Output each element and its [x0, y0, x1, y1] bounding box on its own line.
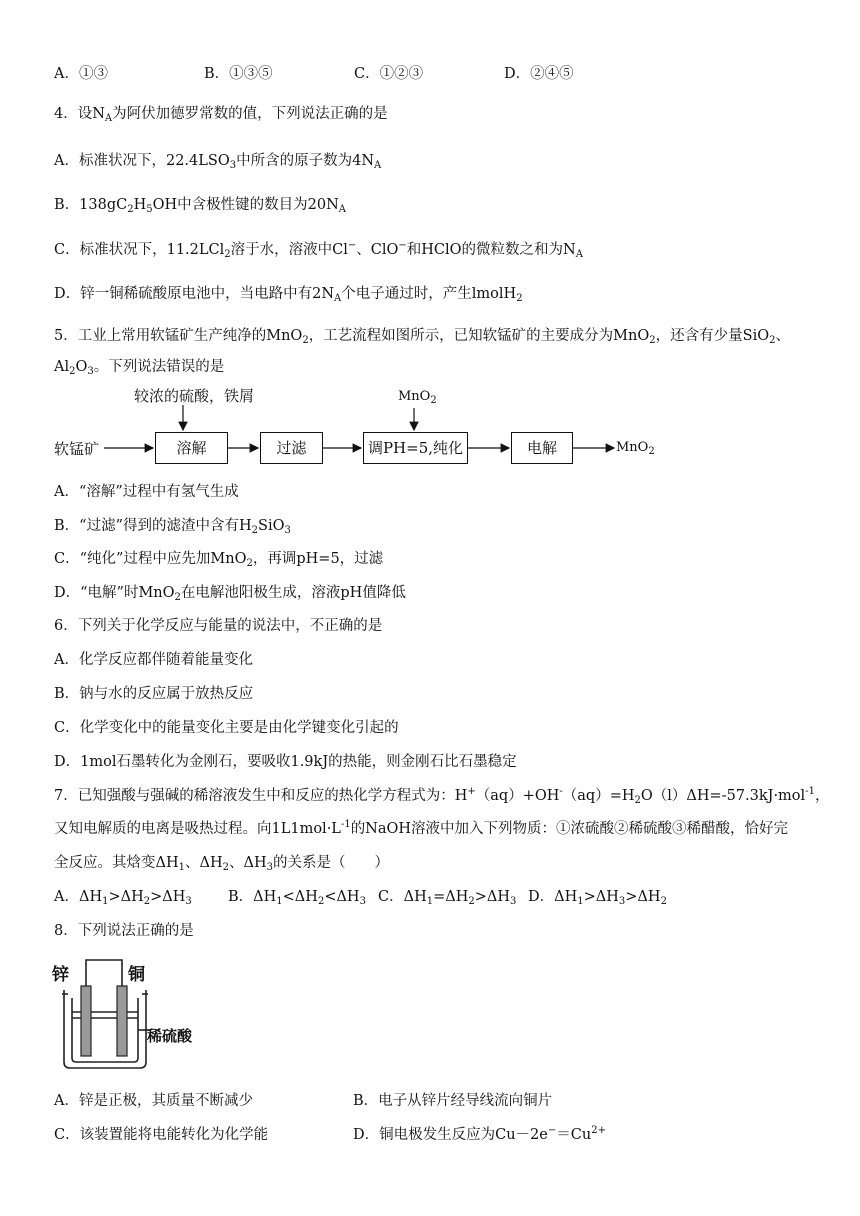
q5-option-c: C．“纯化”过程中应先加MnO$_2$，再调pH=5，过滤: [54, 551, 384, 569]
q3-option-b: B．①③⑤: [204, 66, 273, 82]
flow-box-electrolysis: 电解: [511, 432, 573, 464]
beaker: [64, 990, 146, 1068]
q6-option-a: A．化学反应都伴随着能量变化: [54, 652, 253, 668]
q8-option-d: D．铜电极发生反应为$Cu-2e^-=Cu^{2+}$: [353, 1125, 606, 1143]
q7-option-b: B．$\Delta H_1<\Delta H_2<\Delta H_3$: [228, 889, 366, 907]
q6-option-b: B．钠与水的反应属于放热反应: [54, 686, 254, 702]
label-copper: 铜: [128, 965, 145, 985]
q7-option-c: C．$\Delta H_1=\Delta H_2>\Delta H_3$: [378, 889, 517, 907]
flow-reagent-acid-iron: 较浓的硫酸，铁屑: [134, 387, 255, 405]
label-zinc: 锌: [52, 965, 69, 985]
q4-option-b: B．$138gC_2H_5OH$中含极性键的数目为$20N_A$: [54, 197, 347, 215]
q7-stem-line2: 又知电解质的电离是吸热过程。向$1L1mol\cdot L^{-1}$的NaOH溶液中加入下列物质：①浓硫酸②稀硫酸③稀醋酸，恰好完: [54, 819, 789, 837]
q6-stem: 6．下列关于化学反应与能量的说法中，不正确的是: [54, 618, 383, 634]
q7-stem-line1: 7．已知强酸与强碱的稀溶液发生中和反应的热化学方程式为：$H^+(aq)+OH^-(aq)=H_2O(l)\Delta H=-57.3kJ\cdot mol^{-1}$，: [54, 786, 830, 806]
q8-option-b: B．电子从锌片经导线流向铜片: [353, 1093, 553, 1109]
q5-option-a: A．“溶解”过程中有氢气生成: [54, 484, 239, 500]
q8-stem: 8．下列说法正确的是: [54, 923, 194, 939]
flow-arrows: [0, 0, 860, 480]
q7-option-a: A．$\Delta H_1>\Delta H_2>\Delta H_3$: [54, 889, 192, 907]
zinc-electrode: [81, 986, 91, 1056]
q4-option-a: A．标准状况下，$22.4LSO_3$中所含的原子数为$4N_A$: [54, 153, 382, 171]
flow-reagent-mno2: MnO$_2$: [398, 389, 437, 406]
label-dilute-sulfuric-acid: 稀硫酸: [147, 1027, 193, 1045]
flow-output-mno2: MnO$_2$: [616, 440, 655, 457]
q4-option-d: D．锌一铜稀硫酸原电池中，当电路中有$2N_A$个电子通过时，产生lmolH$_2$: [54, 286, 523, 304]
q8-option-c: C．该装置能将电能转化为化学能: [54, 1127, 269, 1143]
q7-option-d: D．$\Delta H_1>\Delta H_3>\Delta H_2$: [528, 889, 667, 907]
flow-box-purify: 调PH=5,纯化: [363, 432, 468, 464]
q3-option-a: A．①③: [54, 66, 108, 82]
q4-option-c: C．标准状况下，11.2LCl$_2$溶于水，溶液中Cl−、ClO−和HClO的微粒数之和为$N_A$: [54, 240, 583, 260]
q8-option-a: A．锌是正极，其质量不断减少: [54, 1093, 253, 1109]
q5-option-d: D．“电解”时MnO$_2$在电解池阳极生成，溶液pH值降低: [54, 585, 406, 603]
flow-box-dissolve: 溶解: [155, 432, 228, 464]
q7-options: [54, 885, 814, 907]
q5-stem-line2: $Al_2O_3$。下列说法错误的是: [54, 359, 225, 377]
q3-option-c: C．①②③: [354, 66, 424, 82]
q7-stem-line3: 全反应。其焓变$\Delta H_1$、$\Delta H_2$、$\Delta H_3$的关系是（ ）: [54, 855, 389, 873]
q5-stem-line1: 5．工业上常用软锰矿生产纯净的MnO$_2$，工艺流程如图所示，已知软锰矿的主要成分为MnO$_2$，还含有少量SiO$_2$、: [54, 328, 790, 346]
cell-drawing: [50, 950, 150, 1075]
q5-option-b: B．“过滤”得到的滤渣中含有$H_2SiO_3$: [54, 518, 291, 536]
copper-electrode: [117, 986, 127, 1056]
q6-option-d: D．1mol石墨转化为金刚石，要吸收1.9kJ的热能，则金刚石比石墨稳定: [54, 754, 517, 770]
q6-option-c: C．化学变化中的能量变化主要是由化学键变化引起的: [54, 720, 399, 736]
q4-stem: 4．设$N_A$为阿伏加德罗常数的值，下列说法正确的是: [54, 106, 388, 124]
q3-option-d: D．②④⑤: [504, 66, 574, 82]
flow-input-ore: 软锰矿: [54, 440, 100, 458]
flow-box-filter: 过滤: [260, 432, 323, 464]
